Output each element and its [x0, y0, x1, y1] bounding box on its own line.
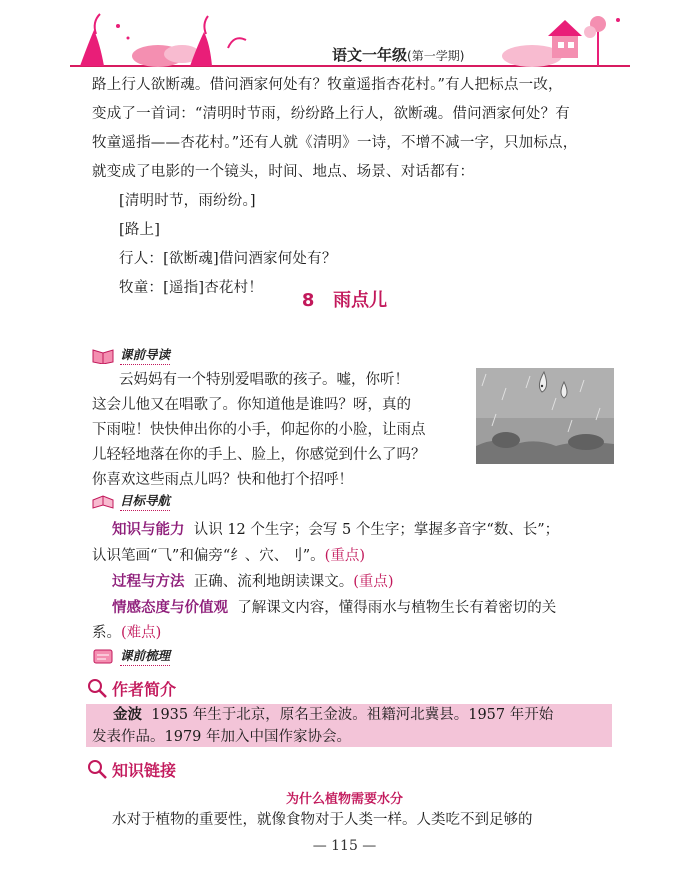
text-line: 变成了一首词：“清明时节雨，纷纷路上行人，欲断魂。借问酒家何处？有	[92, 106, 571, 122]
goal-label: 过程与方法	[112, 574, 185, 590]
section-preview-guide	[92, 343, 170, 367]
script-line: 牧童：[遥指]杏花村！	[119, 280, 264, 296]
knowledge-link-text: 水对于植物的重要性，就像食物对于人类一样。人类吃不到足够的	[112, 812, 533, 828]
script-line: [清明时节，雨纷纷。]	[119, 193, 256, 209]
text-line: 儿轻轻地落在你的手上、脸上，你感觉到什么了吗？	[92, 447, 426, 463]
goal-emotion-line2	[92, 620, 617, 647]
script-line: 行人：[欲断魂]借问酒家何处有？	[119, 251, 337, 267]
key-point-mark: (重点)	[353, 574, 394, 590]
preview-paragraph	[92, 368, 470, 493]
rain-illustration	[476, 368, 614, 464]
text-line: 路上行人欲断魂。借问酒家何处有？牧童遥指杏花村。”有人把标点一改，	[92, 77, 563, 93]
author-intro-box	[86, 704, 612, 747]
section-heading: 课前梳理	[120, 646, 170, 666]
goal-label: 情感态度与价值观	[112, 600, 228, 616]
magnifier-icon	[86, 758, 108, 780]
notebook-icon	[92, 647, 114, 665]
header-title	[332, 44, 464, 65]
lesson-name: 雨点儿	[333, 290, 388, 311]
author-text: 1935 年生于北京，原名王金波。祖籍河北冀县。1957 年开始	[151, 707, 554, 723]
goal-text: 认识笔画“⺄”和偏旁“纟、穴、刂”。	[92, 548, 325, 564]
text-line: 下雨啦！快快伸出你的小手，仰起你的小脸，让雨点	[92, 422, 426, 438]
topic-author	[86, 675, 176, 701]
open-book-icon	[92, 492, 114, 510]
page-number: — 115 —	[312, 838, 377, 854]
magnifier-icon	[86, 677, 108, 699]
goal-text: 正确、流利地朗读课文。	[193, 574, 354, 590]
page-header	[70, 4, 630, 74]
goal-process-line	[92, 569, 637, 596]
knowledge-link-subtitle: 为什么植物需要水分	[285, 792, 403, 807]
goal-text: 系。	[92, 625, 121, 641]
section-heading: 目标导航	[120, 491, 170, 511]
text-line: 云妈妈有一个特别爱唱歌的孩子。嘘，你听！	[119, 372, 409, 388]
section-goals	[92, 489, 170, 513]
section-review	[92, 644, 170, 668]
topic-heading: 作者简介	[112, 679, 177, 699]
header-title-text: 语文一年级	[332, 46, 408, 64]
text-line: 就变成了电影的一个镜头，时间、地点、场景、对话都有：	[92, 164, 475, 180]
topic-knowledge-link	[86, 756, 176, 782]
text-line: 牧童遥指——杏花村。”还有人就《清明》一诗，不增不减一字，只加标点，	[92, 135, 578, 151]
book-icon	[92, 346, 114, 364]
goal-emotion-line1	[92, 595, 637, 622]
key-point-mark: (重点)	[324, 548, 365, 564]
goal-text: 了解课文内容，懂得雨水与植物生长有着密切的关	[237, 600, 557, 616]
continuation-paragraph	[92, 71, 612, 303]
section-heading: 课前导读	[120, 345, 170, 365]
goal-knowledge-line1	[92, 517, 637, 544]
author-name: 金波	[113, 707, 142, 723]
text-line: 你喜欢这些雨点儿吗？快和他打个招呼！	[92, 472, 353, 488]
difficult-point-mark: (难点)	[121, 625, 162, 641]
text-line: 这会儿他又在唱歌了。你知道他是谁吗？呀，真的	[92, 397, 411, 413]
goal-text: 认识 12 个生字；会写 5 个生字；掌握多音字“数、长”；	[193, 522, 560, 538]
lesson-title	[0, 286, 689, 312]
script-line: [路上]	[119, 222, 161, 238]
header-subtitle: (第一学期)	[407, 49, 465, 63]
goal-label: 知识与能力	[112, 522, 185, 538]
lesson-number: 8	[301, 290, 315, 311]
author-text: 发表作品。1979 年加入中国作家协会。	[92, 729, 352, 745]
goal-knowledge-line2	[92, 543, 617, 570]
topic-heading: 知识链接	[112, 760, 177, 780]
